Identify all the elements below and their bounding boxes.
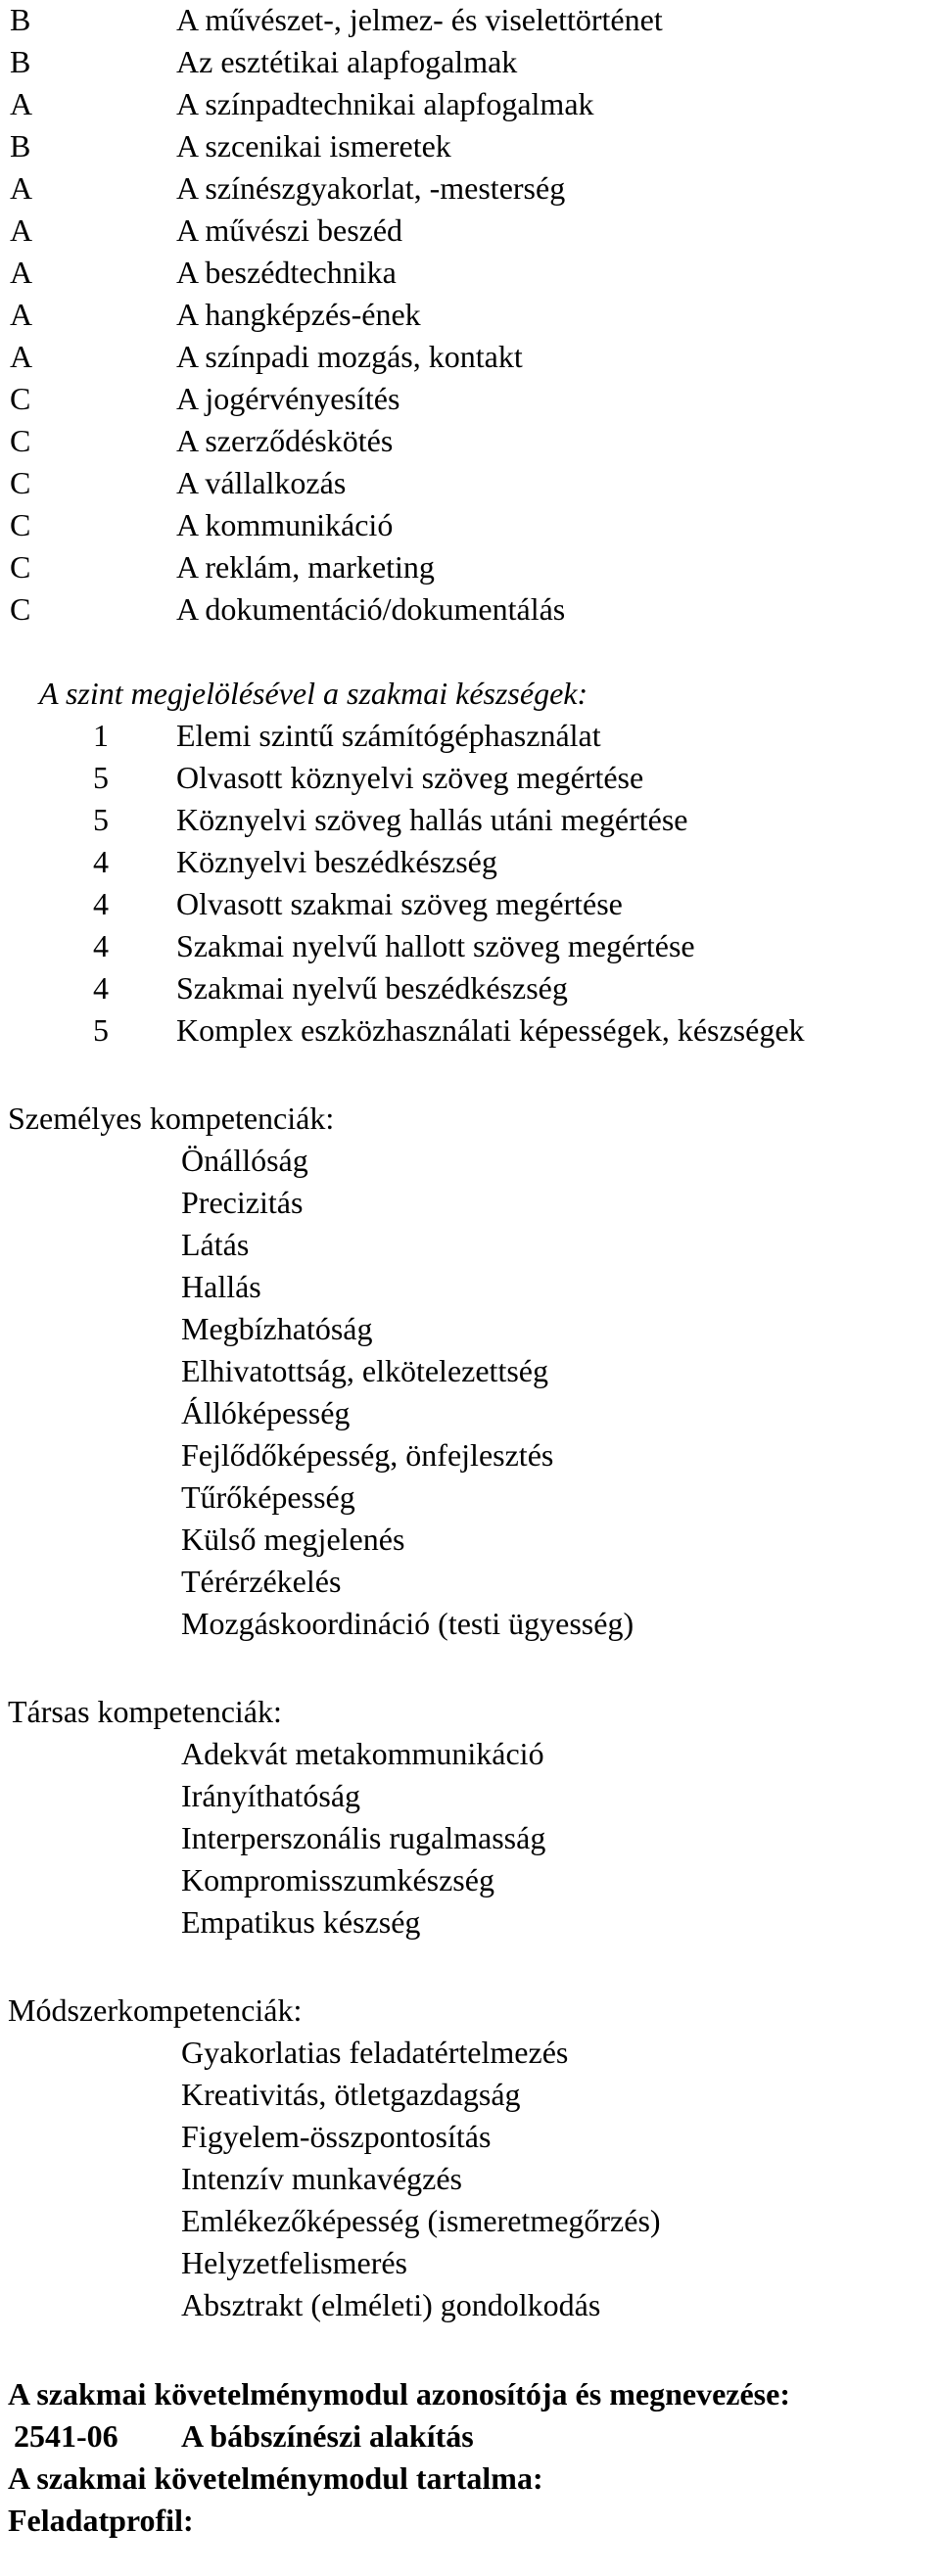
level-code: A <box>10 212 33 248</box>
level-code: 5 <box>93 802 109 837</box>
skill-text: Olvasott köznyelvi szöveg megértése <box>176 760 644 795</box>
level-code: C <box>10 381 31 416</box>
knowledge-text: A szerződéskötés <box>176 423 394 458</box>
level-code: 4 <box>93 928 109 963</box>
skill-text: Komplex eszközhasználati képességek, készségek <box>176 1012 805 1048</box>
level-code: A <box>10 339 33 374</box>
level-code: A <box>10 297 33 332</box>
knowledge-text: A művészet-, jelmez- és viselettörténet <box>176 2 663 37</box>
level-code: A <box>10 255 33 290</box>
level-code: 5 <box>93 760 109 795</box>
level-code: 4 <box>93 844 109 879</box>
knowledge-text: A hangképzés-ének <box>176 297 421 332</box>
module-code: 2541-06 <box>14 2418 118 2454</box>
level-code: 4 <box>93 886 109 921</box>
level-code: A <box>10 86 33 121</box>
knowledge-text: A reklám, marketing <box>176 549 435 585</box>
skill-text: Köznyelvi beszédkészség <box>176 844 497 879</box>
knowledge-text: A szcenikai ismeretek <box>176 128 451 164</box>
level-code: 1 <box>93 718 109 753</box>
knowledge-text: A beszédtechnika <box>176 255 397 290</box>
knowledge-text: A színészgyakorlat, -mesterség <box>176 170 566 206</box>
level-code: 4 <box>93 970 109 1006</box>
document-page: B A művészet-, jelmez- és viselettörténet B Az esztétikai alapfogalmak A A színpadtechnikai alapfogalmak B A szcenikai ismeretek A A színészgyakorlat, -mesterség A A művészi beszéd A A beszédtechnika A A hangképzés-ének A A színpadi mozgás, kontakt C A jogérvényesítés C A szerződéskötés C A vállalkozás C A kommunikáció C A reklám, marketing C A dokumentáció/dokumentálás A szint megjelölésével a szakmai készségek: 1 Elemi szintű számítógéphasználat 5 Olvasott köznyelvi szöveg megértése 5 Köznyelvi szöveg hallás utáni megértése 4 Köznyelvi beszédkészség 4 Olvasott szakmai szöveg megértése 4 Szakmai nyelvű hallott szöveg megértése 4 Szakmai nyelvű beszédkészség 5 Komplex eszközhasználati képességek, készségek Személyes kompetenciák: Önállóság Precizitás Látás Hallás Megbízhatóság Elhivatottság, elkötelezettség Állóképesség Fejlődőképesség, önfejlesztés Tűrőképesség Külső megjelenés Térérzékelés Mozgáskoordináció (testi ügyesség) Társas kompetenciák: Adekvát metakommunikáció Irányíthatóság Interperszonális rugalmasság Kompromisszumkészség Empatikus készség Módszerkompetenciák: Gyakorlatias feladatértelmezés Kreativitás, ötletgazdagság Figyelem-összpontosítás Intenzív munkavégzés Emlékezőképesség (ismeretmegőrzés) Helyzetfelismerés Absztrakt (elméleti) gondolkodás A szakmai követelménymodul azonosítója és megnevezése: 2541-06 A bábszínészi alakítás A szakmai követelménymodul tartalma: Feladatprofil: <box>8 2 805 2538</box>
knowledge-text: A jogérvényesítés <box>176 381 400 416</box>
skill-text: Köznyelvi szöveg hallás utáni megértése <box>176 802 688 837</box>
knowledge-text: A dokumentáció/dokumentálás <box>176 591 566 627</box>
level-code: C <box>10 423 31 458</box>
module-name: A bábszínészi alakítás <box>181 2418 474 2454</box>
level-code: C <box>10 507 31 542</box>
level-code: B <box>10 2 31 37</box>
level-code: C <box>10 591 31 627</box>
skill-text: Szakmai nyelvű beszédkészség <box>176 970 568 1006</box>
level-code: 5 <box>93 1012 109 1048</box>
knowledge-text: A színpadtechnikai alapfogalmak <box>176 86 594 121</box>
level-code: A <box>10 170 33 206</box>
knowledge-text: A vállalkozás <box>176 465 347 500</box>
knowledge-text: A művészi beszéd <box>176 212 403 248</box>
skill-text: Elemi szintű számítógéphasználat <box>176 718 601 753</box>
level-code: C <box>10 549 31 585</box>
knowledge-text: A színpadi mozgás, kontakt <box>176 339 523 374</box>
skill-text: Szakmai nyelvű hallott szöveg megértése <box>176 928 695 963</box>
level-code: B <box>10 128 31 164</box>
knowledge-text: Az esztétikai alapfogalmak <box>176 44 518 79</box>
skill-text: Olvasott szakmai szöveg megértése <box>176 886 623 921</box>
level-code: B <box>10 44 31 79</box>
knowledge-text: A kommunikáció <box>176 507 394 542</box>
level-code: C <box>10 465 31 500</box>
